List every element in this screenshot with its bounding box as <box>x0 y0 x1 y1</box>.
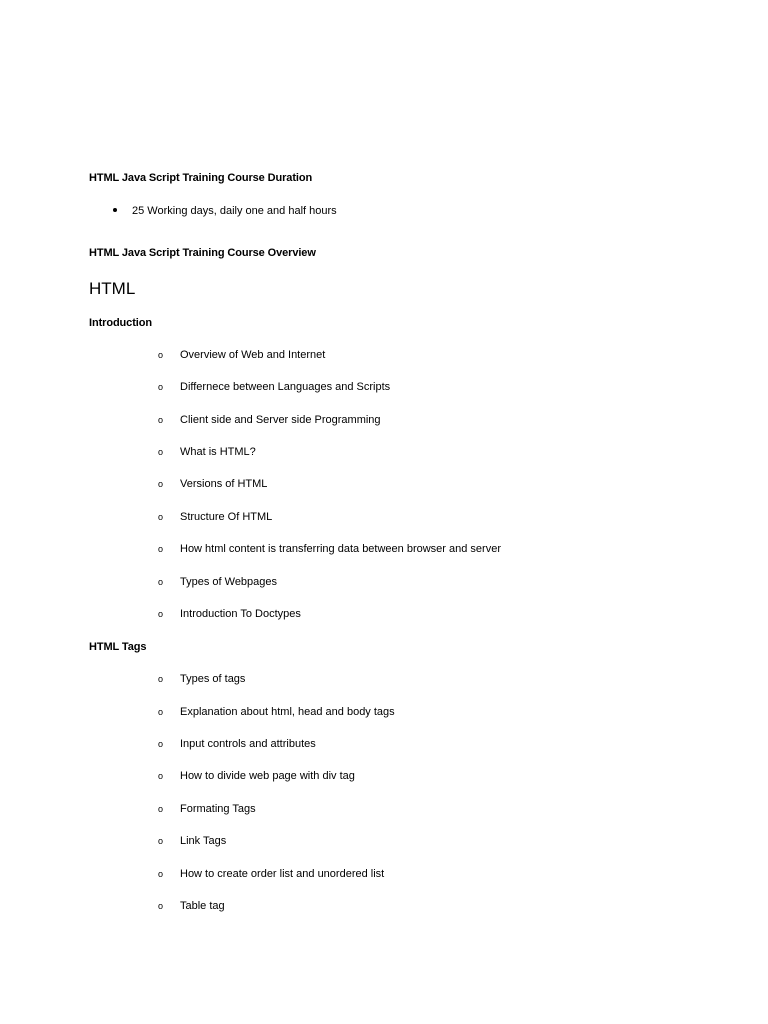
duration-item-text: 25 Working days, daily one and half hours <box>132 205 337 217</box>
list-item <box>158 705 395 719</box>
duration-list-item <box>113 204 337 218</box>
list-item-text: Introduction To Doctypes <box>180 608 301 620</box>
list-item <box>158 672 245 686</box>
overview-heading: HTML Java Script Training Course Overview <box>89 247 316 259</box>
circle-bullet-icon: o <box>158 350 164 360</box>
list-item-text: Client side and Server side Programming <box>180 414 381 426</box>
list-item <box>158 899 225 913</box>
list-item <box>158 542 501 556</box>
circle-bullet-icon: o <box>158 804 164 814</box>
list-item-text: Explanation about html, head and body tags <box>180 706 395 718</box>
circle-bullet-icon: o <box>158 771 164 781</box>
list-item <box>158 867 384 881</box>
list-item <box>158 510 272 524</box>
circle-bullet-icon: o <box>158 901 164 911</box>
list-item-text: How to create order list and unordered list <box>180 868 385 880</box>
list-item <box>158 737 316 751</box>
list-item <box>158 445 256 459</box>
list-item-text: Formating Tags <box>180 803 256 815</box>
list-item-text: Types of Webpages <box>180 576 278 588</box>
circle-bullet-icon: o <box>158 479 164 489</box>
circle-bullet-icon: o <box>158 544 164 554</box>
list-item <box>158 769 355 783</box>
list-item <box>158 477 267 491</box>
list-item-text: Input controls and attributes <box>180 738 316 750</box>
circle-bullet-icon: o <box>158 447 164 457</box>
circle-bullet-icon: o <box>158 512 164 522</box>
list-item-text: Overview of Web and Internet <box>180 349 326 361</box>
introduction-heading: Introduction <box>89 317 152 329</box>
circle-bullet-icon: o <box>158 382 164 392</box>
list-item-text: What is HTML? <box>180 446 256 458</box>
circle-bullet-icon: o <box>158 707 164 717</box>
list-item <box>158 348 325 362</box>
html-section-title: HTML <box>89 279 136 298</box>
circle-bullet-icon: o <box>158 869 164 879</box>
list-item <box>158 802 256 816</box>
list-item <box>158 380 390 394</box>
bullet-icon <box>113 208 117 212</box>
list-item-text: How to divide web page with div tag <box>180 770 355 782</box>
list-item <box>158 413 381 427</box>
list-item-text: How html content is transferring data between browser and server <box>180 543 501 555</box>
html-tags-heading: HTML Tags <box>89 641 147 653</box>
circle-bullet-icon: o <box>158 577 164 587</box>
circle-bullet-icon: o <box>158 609 164 619</box>
list-item-text: Link Tags <box>180 835 227 847</box>
circle-bullet-icon: o <box>158 739 164 749</box>
list-item-text: Differnece between Languages and Scripts <box>180 381 391 393</box>
duration-heading: HTML Java Script Training Course Duration <box>89 172 313 184</box>
list-item <box>158 834 226 848</box>
list-item <box>158 607 301 621</box>
list-item <box>158 575 277 589</box>
list-item-text: Table tag <box>180 900 225 912</box>
circle-bullet-icon: o <box>158 415 164 425</box>
list-item-text: Types of tags <box>180 673 246 685</box>
circle-bullet-icon: o <box>158 836 164 846</box>
list-item-text: Structure Of HTML <box>180 511 273 523</box>
list-item-text: Versions of HTML <box>180 478 268 490</box>
circle-bullet-icon: o <box>158 674 164 684</box>
